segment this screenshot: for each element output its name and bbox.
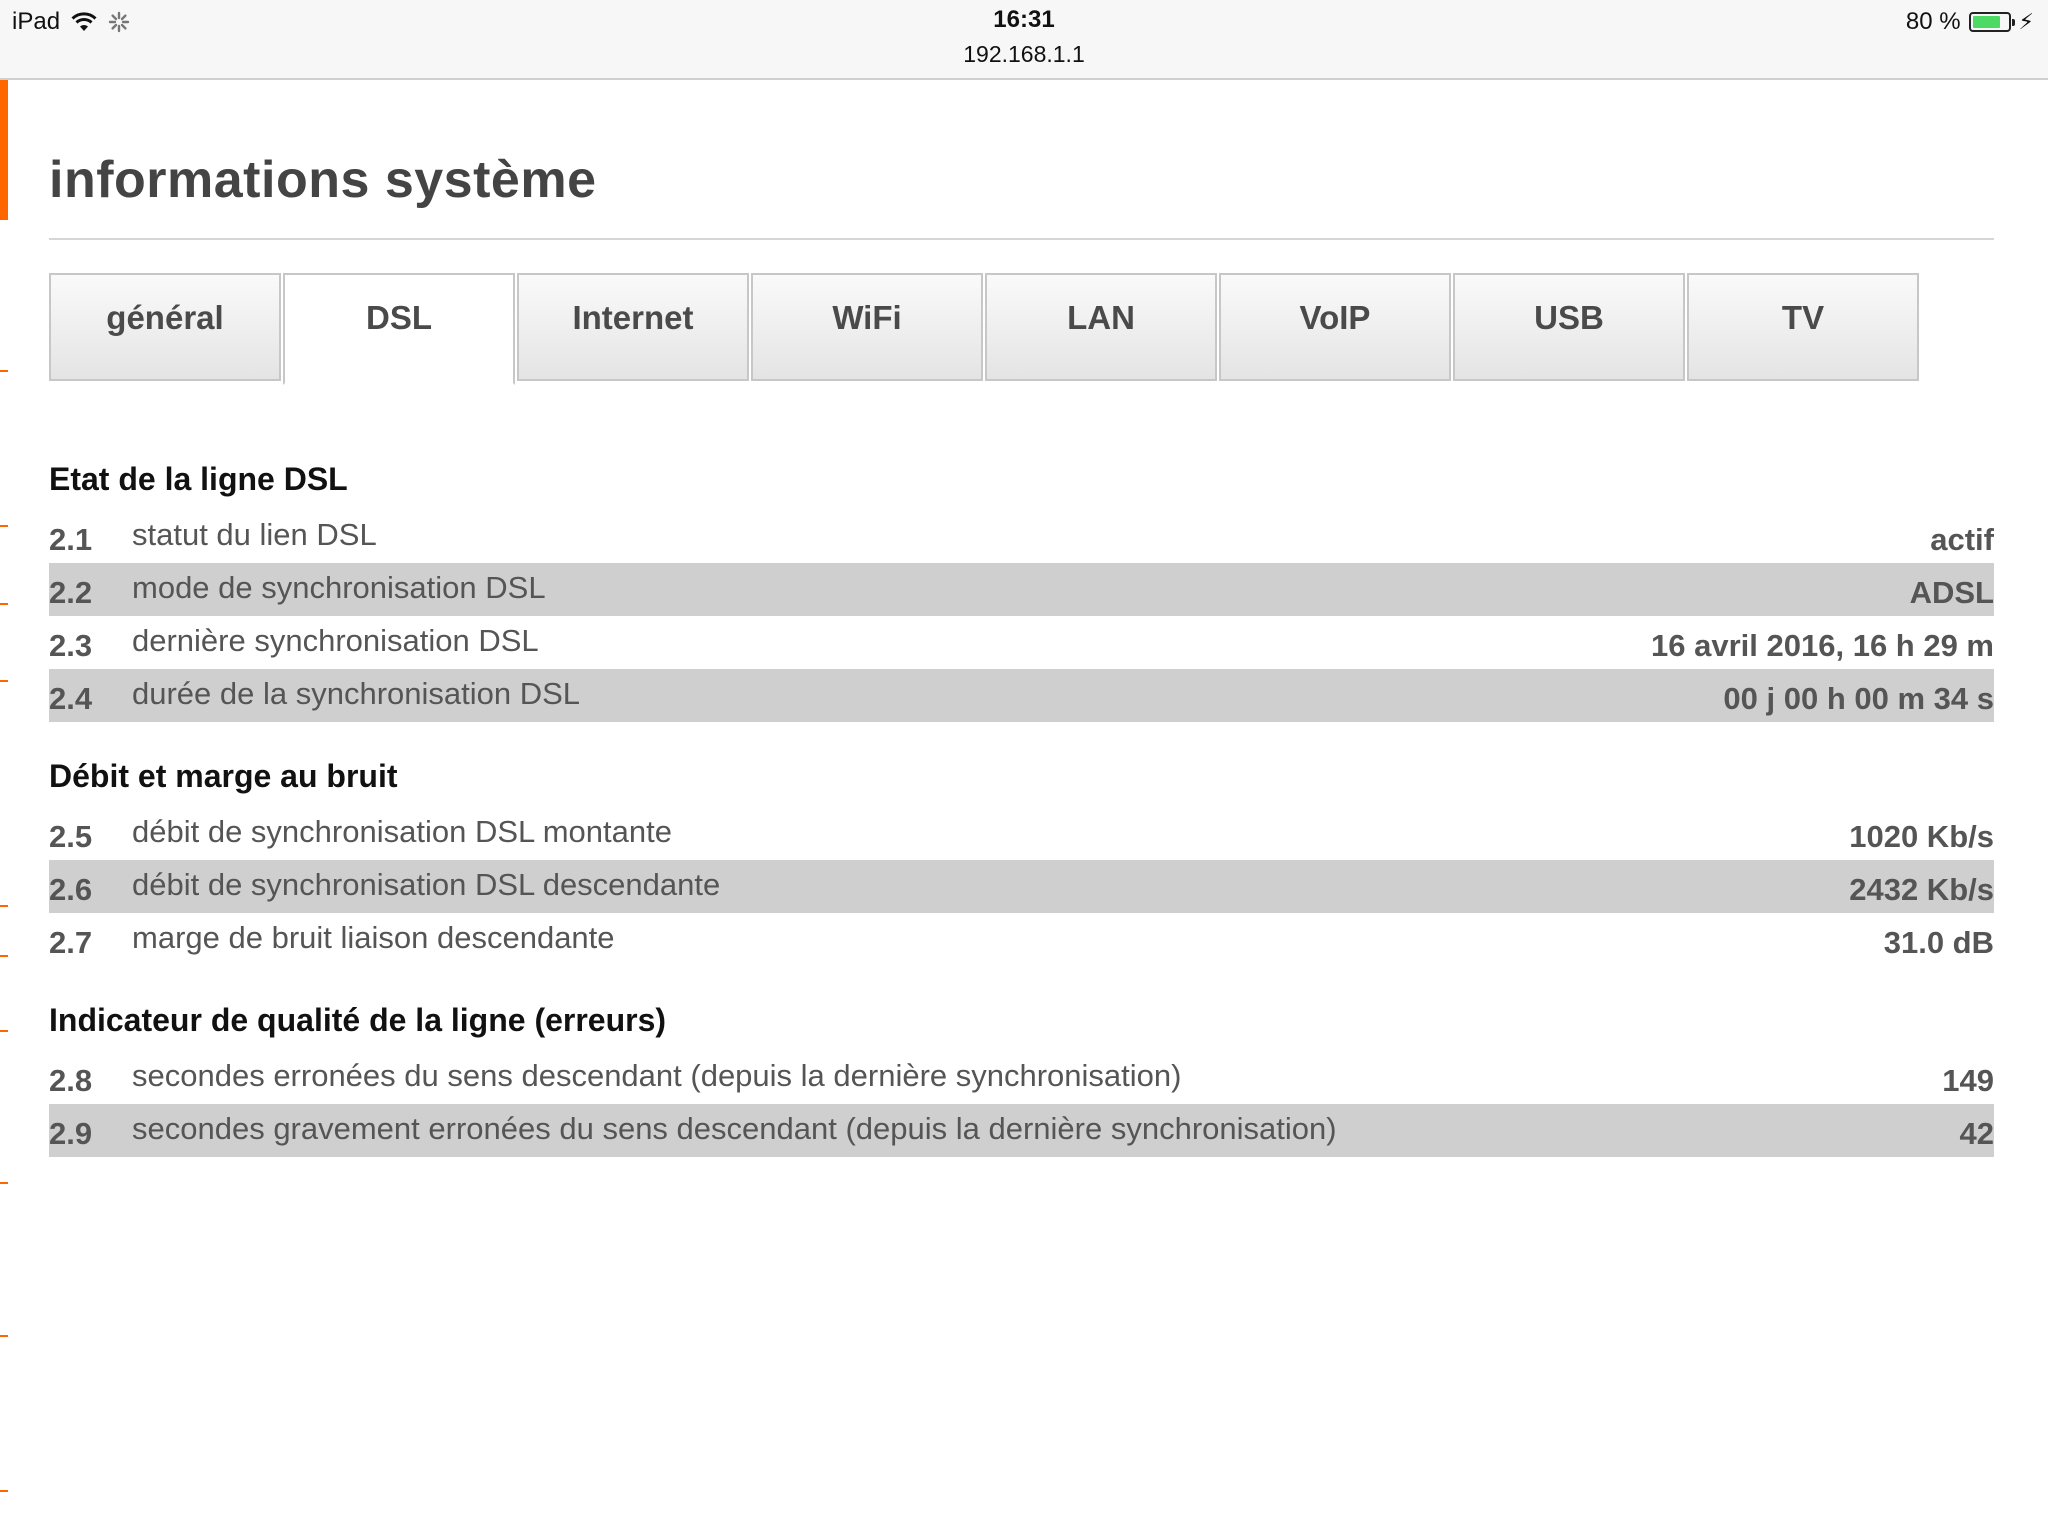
row-number: 2.4 bbox=[49, 680, 93, 716]
section-title-dsl-line-state: Etat de la ligne DSL bbox=[49, 461, 348, 497]
row-label: débit de synchronisation DSL montante bbox=[132, 813, 672, 849]
charging-bolt-icon: ⚡ bbox=[2018, 9, 2034, 34]
left-tick bbox=[0, 525, 8, 527]
battery-percent: 80 % bbox=[1905, 8, 1961, 35]
table-row bbox=[49, 1051, 1994, 1104]
row-value: 1020 Kb/s bbox=[1849, 818, 1994, 854]
row-label: secondes gravement erronées du sens descendant (depuis la dernière synchronisation) bbox=[132, 1110, 1337, 1146]
row-number: 2.6 bbox=[49, 871, 93, 907]
tab-voip[interactable]: VoIP bbox=[1219, 273, 1451, 381]
section-rows-rate-noise-margin bbox=[49, 807, 1994, 966]
battery-icon bbox=[1969, 12, 2011, 32]
status-right bbox=[1906, 8, 2034, 36]
tab-tv[interactable]: TV bbox=[1687, 273, 1919, 381]
row-value: 149 bbox=[1942, 1062, 1994, 1098]
left-tick bbox=[0, 905, 8, 907]
tab-usb[interactable]: USB bbox=[1453, 273, 1685, 381]
row-label: secondes erronées du sens descendant (depuis la dernière synchronisation) bbox=[132, 1057, 1182, 1093]
battery-fill bbox=[1973, 16, 2000, 28]
row-value: ADSL bbox=[1909, 574, 1994, 610]
status-bar bbox=[0, 0, 2048, 80]
address-url[interactable]: 192.168.1.1 bbox=[963, 41, 1085, 67]
row-value: actif bbox=[1930, 521, 1994, 557]
section-title-rate-noise-margin: Débit et marge au bruit bbox=[49, 758, 398, 794]
row-label: marge de bruit liaison descendante bbox=[132, 919, 615, 955]
table-row bbox=[49, 510, 1994, 563]
row-number: 2.5 bbox=[49, 818, 93, 854]
status-center bbox=[0, 6, 2048, 68]
row-label: dernière synchronisation DSL bbox=[132, 622, 539, 658]
row-value: 2432 Kb/s bbox=[1849, 871, 1994, 907]
table-row bbox=[49, 807, 1994, 860]
left-tick bbox=[0, 603, 8, 605]
row-number: 2.9 bbox=[49, 1115, 93, 1151]
left-tick bbox=[0, 1490, 8, 1492]
row-label: statut du lien DSL bbox=[132, 516, 377, 552]
tab-bar bbox=[49, 273, 1994, 385]
row-value: 00 j 00 h 00 m 34 s bbox=[1723, 680, 1994, 716]
table-row bbox=[49, 913, 1994, 966]
tab-lan[interactable]: LAN bbox=[985, 273, 1217, 381]
tab-dsl[interactable]: DSL bbox=[283, 273, 515, 385]
row-value: 16 avril 2016, 16 h 29 m bbox=[1651, 627, 1994, 663]
left-tick bbox=[0, 955, 8, 957]
page-title: informations système bbox=[49, 151, 597, 209]
left-tick bbox=[0, 1335, 8, 1337]
row-label: durée de la synchronisation DSL bbox=[132, 675, 581, 711]
row-value: 42 bbox=[1959, 1115, 1994, 1151]
left-tick bbox=[0, 1182, 8, 1184]
row-label: débit de synchronisation DSL descendante bbox=[132, 866, 721, 902]
row-value: 31.0 dB bbox=[1883, 924, 1994, 960]
row-label: mode de synchronisation DSL bbox=[132, 569, 546, 605]
table-row bbox=[49, 616, 1994, 669]
row-number: 2.7 bbox=[49, 924, 93, 960]
table-row bbox=[49, 669, 1994, 722]
device-name: iPad bbox=[12, 8, 61, 35]
left-tick bbox=[0, 1030, 8, 1032]
main-content bbox=[49, 80, 1994, 1157]
tab-general[interactable]: général bbox=[49, 273, 281, 381]
section-rows-dsl-line-state bbox=[49, 510, 1994, 722]
row-number: 2.2 bbox=[49, 574, 93, 610]
section-rows-line-quality bbox=[49, 1051, 1994, 1157]
left-tick bbox=[0, 680, 8, 682]
section-title-line-quality: Indicateur de qualité de la ligne (erreurs) bbox=[49, 1002, 667, 1038]
title-divider bbox=[49, 238, 1994, 240]
table-row bbox=[49, 860, 1994, 913]
table-row bbox=[49, 1104, 1994, 1157]
row-number: 2.1 bbox=[49, 521, 93, 557]
clock: 16:31 bbox=[993, 6, 1055, 33]
left-accent-bar bbox=[0, 80, 8, 220]
row-number: 2.3 bbox=[49, 627, 93, 663]
table-row bbox=[49, 563, 1994, 616]
tab-internet[interactable]: Internet bbox=[517, 273, 749, 381]
row-number: 2.8 bbox=[49, 1062, 93, 1098]
tab-wifi[interactable]: WiFi bbox=[751, 273, 983, 381]
left-tick bbox=[0, 370, 8, 372]
